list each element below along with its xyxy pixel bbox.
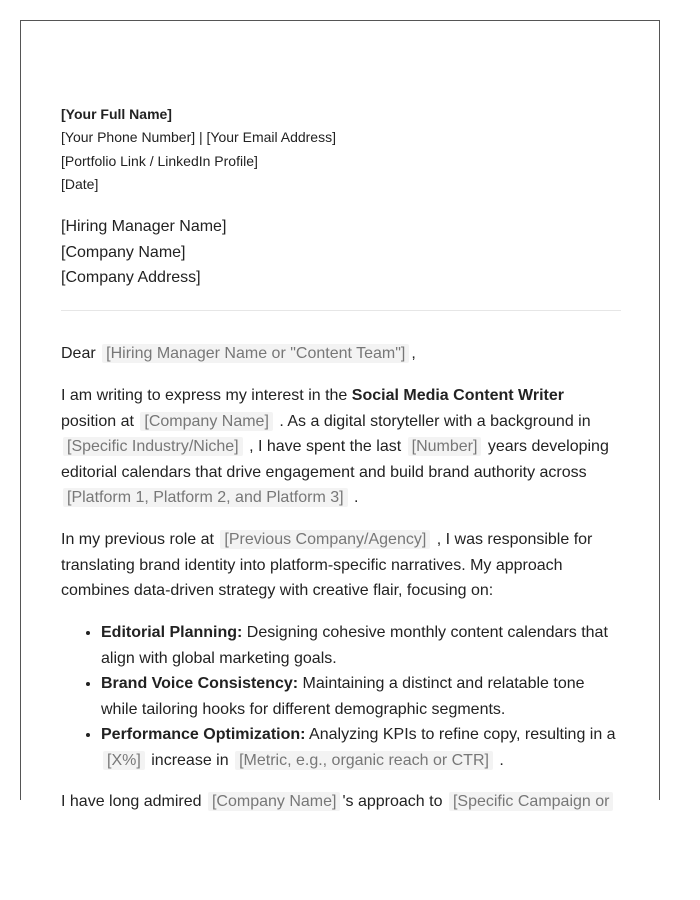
intro-text-2: position at: [61, 412, 134, 430]
salutation-comma: ,: [411, 345, 416, 362]
admiration-text-1: I have long admired: [61, 793, 202, 810]
intro-text-5: years developing editorial calendars that drive engagement and build brand authority across: [61, 438, 609, 481]
placeholder-company-name-2[interactable]: [Company Name]: [208, 792, 341, 811]
recipient-address: [Company Address]: [61, 269, 201, 286]
bullet-title: Performance Optimization:: [101, 726, 306, 743]
sender-portfolio: [Portfolio Link / LinkedIn Profile]: [61, 152, 258, 169]
intro-text-1: I am writing to express my interest in the: [61, 387, 348, 404]
placeholder-company-name[interactable]: [Company Name]: [140, 412, 273, 431]
placeholder-number[interactable]: [Number]: [408, 437, 482, 456]
skills-list: [61, 620, 621, 773]
bullet-text: Analyzing KPIs to refine copy, resulting in a: [309, 726, 616, 743]
intro-text-3: . As a digital storyteller with a background in: [279, 412, 591, 430]
sender-block: [61, 103, 336, 196]
list-item: [101, 620, 621, 671]
bullet-text-mid: increase in: [151, 751, 229, 769]
salutation: [61, 341, 621, 367]
recipient-block: [61, 214, 226, 291]
bullet-text-end: .: [499, 751, 504, 769]
position-title: Social Media Content Writer: [351, 387, 564, 404]
sender-contact: [Your Phone Number] | [Your Email Address]: [61, 129, 336, 146]
recipient-company: [Company Name]: [61, 243, 186, 261]
placeholder-industry[interactable]: [Specific Industry/Niche]: [63, 437, 243, 456]
letter-body: [61, 341, 621, 831]
bullet-text: Maintaining a distinct and relatable tone while tailoring hooks for different demographic segments.: [101, 675, 585, 718]
placeholder-campaign[interactable]: [Specific Campaign or: [449, 792, 614, 811]
admiration-text-2: 's approach to: [342, 793, 443, 810]
divider: [61, 310, 621, 311]
sender-name: [Your Full Name]: [61, 106, 172, 122]
bullet-title: Editorial Planning:: [101, 624, 243, 641]
placeholder-previous-company[interactable]: [Previous Company/Agency]: [220, 530, 430, 549]
list-item: [101, 671, 621, 722]
placeholder-percent[interactable]: [X%]: [103, 751, 145, 770]
paragraph-admiration: [61, 789, 621, 815]
experience-text-1: In my previous role at: [61, 531, 214, 548]
bullet-title: Brand Voice Consistency:: [101, 675, 299, 692]
intro-text-6: .: [354, 489, 359, 506]
bullet-text: Designing cohesive monthly content calendars that align with global marketing goals.: [101, 624, 608, 667]
recipient-manager: [Hiring Manager Name]: [61, 218, 227, 235]
placeholder-platforms[interactable]: [Platform 1, Platform 2, and Platform 3]: [63, 488, 348, 507]
salutation-dear: Dear: [61, 345, 96, 362]
intro-text-4: , I have spent the last: [249, 438, 402, 455]
letter-page: [20, 20, 660, 810]
list-item: [101, 722, 621, 773]
paragraph-intro: [61, 383, 621, 511]
experience-text-2: , I was responsible for translating brand identity into platform-specific narratives. My approach combines data-driven strategy with creative flair, focusing on:: [61, 531, 593, 599]
letter-date: [Date]: [61, 175, 99, 192]
placeholder-hiring-manager[interactable]: [Hiring Manager Name or "Content Team"]: [102, 344, 409, 363]
placeholder-metric[interactable]: [Metric, e.g., organic reach or CTR]: [235, 751, 493, 770]
paragraph-experience: [61, 527, 621, 604]
